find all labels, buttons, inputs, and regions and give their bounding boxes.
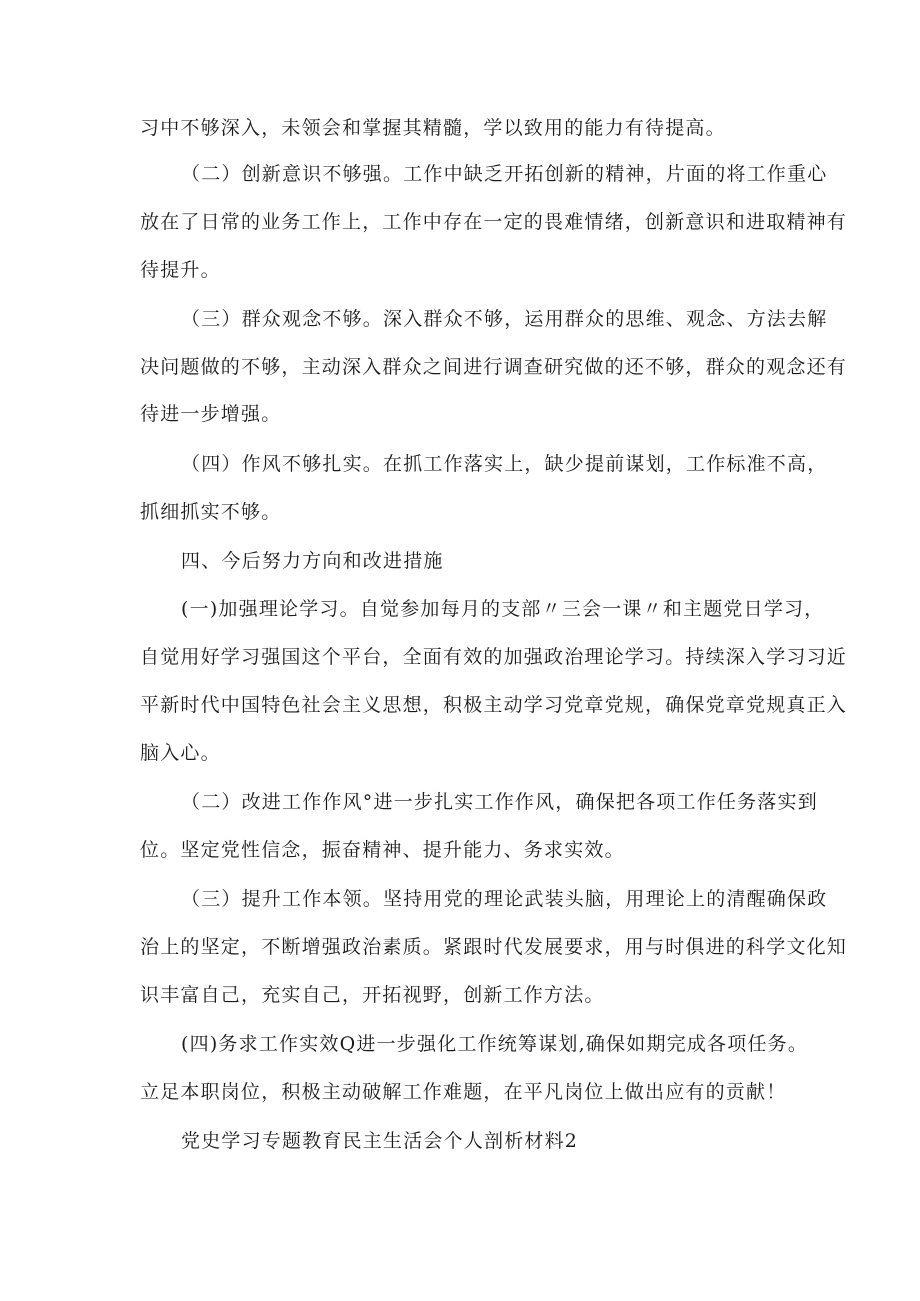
text-line: 识丰富自己，充实自己，开拓视野，创新工作方法。 <box>140 984 605 1006</box>
text-line: 抓细抓实不够。 <box>140 501 282 523</box>
text-line: 待进一步增强。 <box>140 403 282 425</box>
section-heading: 四、今后努力方向和改进措施 <box>181 550 444 572</box>
text-line: （二）创新意识不够强。工作中缺乏开拓创新的精神，片面的将工作重心 <box>181 163 828 185</box>
text-line: 平新时代中国特色社会主义思想，积极主动学习党章党规，确保党章党规真正入 <box>140 694 848 716</box>
text-line: 位。坚定党性信念，振奋精神、提升能力、务求实效。 <box>140 839 625 861</box>
text-line: 待提升。 <box>140 259 221 281</box>
text-line: 习中不够深入，未领会和掌握其精髓，学以致用的能力有待提高。 <box>140 117 726 139</box>
document-subtitle: 党史学习专题教育民主生活会个人剖析材料2 <box>181 1130 579 1152</box>
text-line: （三）群众观念不够。深入群众不够，运用群众的思维、观念、方法去解 <box>181 308 828 330</box>
text-line: 自觉用好学习强国这个平台，全面有效的加强政治理论学习。持续深入学习习近 <box>140 646 848 668</box>
text-line: 脑入心。 <box>140 742 221 764</box>
text-line: （三）提升工作本领。坚持用党的理论武装头脑，用理论上的清醒确保政 <box>181 888 828 910</box>
text-line: （二）改进工作作风°进一步扎实工作作风，确保把各项工作任务落实到 <box>181 791 818 813</box>
text-line: （四）作风不够扎实。在抓工作落实上，缺少提前谋划，工作标准不高， <box>181 453 828 475</box>
text-line: 放在了日常的业务工作上，工作中存在一定的畏难情绪，创新意识和进取精神有 <box>140 211 848 233</box>
text-line: 治上的坚定，不断增强政治素质。紧跟时代发展要求，用与时俱进的科学文化知 <box>140 936 848 958</box>
text-line: (四)务求工作实效Q进一步强化工作统筹谋划,确保如期完成各项任务。 <box>181 1033 809 1055</box>
text-line: 立足本职岗位，积极主动破解工作难题，在平凡岗位上做出应有的贡献！ <box>140 1081 787 1103</box>
text-line: (一)加强理论学习。自觉参加每月的支部〃三会一课〃和主题党日学习， <box>181 598 825 620</box>
text-line: 决问题做的不够，主动深入群众之间进行调查研究做的还不够，群众的观念还有 <box>140 356 848 378</box>
